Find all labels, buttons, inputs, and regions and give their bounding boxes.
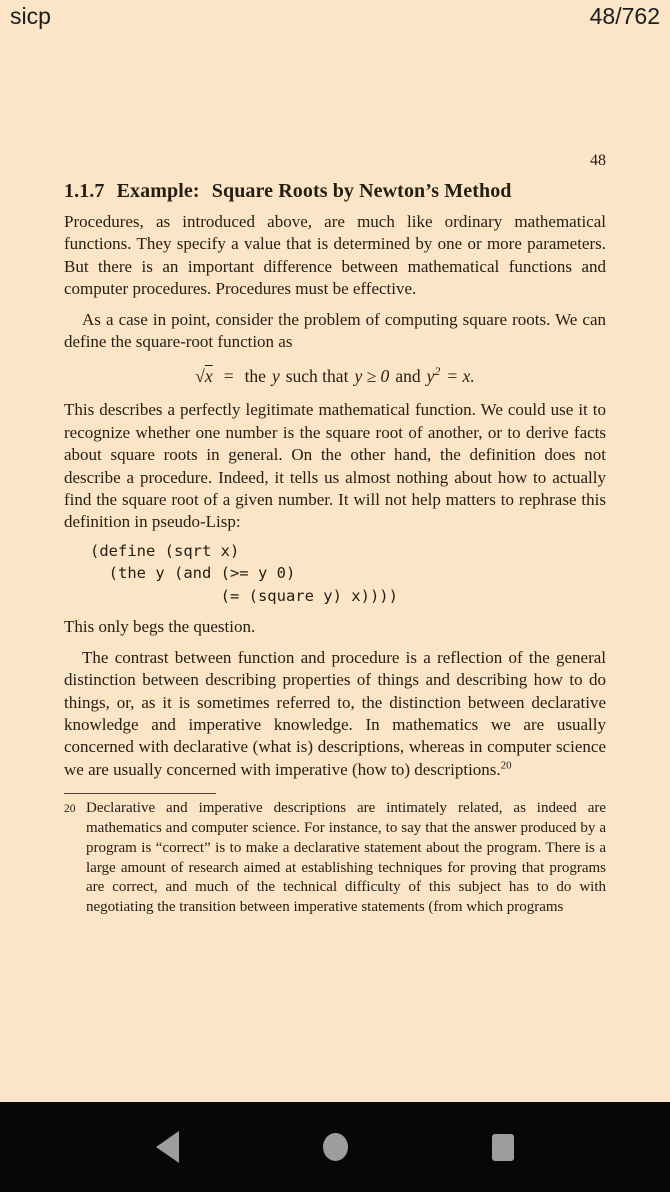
app-bar (0, 0, 670, 40)
recents-icon[interactable] (492, 1134, 514, 1161)
page-indicator[interactable]: 48/762 (589, 3, 660, 29)
footnote-divider (64, 793, 216, 794)
formula-var-y-squared: $y^2$ (426, 364, 441, 387)
formula-var-y: y (271, 366, 280, 387)
section-label: Example: (116, 180, 200, 202)
printed-page-number: 48 (590, 152, 606, 169)
android-navigation-bar (0, 1102, 670, 1192)
paragraph-contrast: The contrast between function and procedure is a reflection of the general distinction between describing properties of things and describing how to do things, or, as it is sometimes referred to, the distinction between declarative knowledge and imperative knowledge. In mathematics we are usually concerned with declarative (what is) descriptions, whereas in computer science we are usually concerned with imperative (how to) descriptions.$^{20}$ (64, 647, 606, 779)
footnote-text: Declarative and imperative descriptions are intimately related, as indeed are mathematics and computer science. For instance, to say that the answer produced by a program is “correct” is to make a declarative statement about the program. There is a large amount of research aimed at establishing techniques for proving that programs are correct, and much of the technical difficulty of this subject has to do with negotiating the transition between imperative statements (from which programs (86, 800, 606, 916)
footnote-reference: 20 (500, 759, 512, 772)
radicand: x (204, 366, 213, 387)
math-formula (64, 366, 606, 387)
sqrt-sign: √ (195, 366, 205, 387)
footnote-marker: 20 (64, 803, 76, 816)
equals-sign: = (223, 366, 234, 387)
book-page (0, 152, 670, 918)
section-title: Square Roots by Newton’s Method (211, 180, 512, 202)
formula-words-such-that: such that (285, 366, 349, 387)
formula-equals-x: = x. (446, 366, 475, 387)
home-icon[interactable] (323, 1133, 348, 1161)
formula-condition: y ≥ 0 (354, 366, 390, 387)
code-line: (= (square y) x)))) (90, 586, 398, 605)
formula-word-the: the (244, 366, 266, 387)
document-title: sicp (10, 3, 51, 29)
paragraph-begs-question: This only begs the question. (64, 617, 256, 637)
formula-word-and: and (395, 366, 421, 387)
section-number: 1.1.7 (64, 180, 105, 202)
footnote-20 (64, 799, 606, 918)
section-heading (64, 180, 606, 203)
paragraph-procedures: Procedures, as introduced above, are much like ordinary mathematical functions. They specify a value that is determined by one or more parameters. But there is an important difference between mathematical functions and computer procedures. Procedures must be effective. (64, 212, 606, 299)
lisp-code-block (90, 540, 606, 608)
paragraph-square-roots: As a case in point, consider the problem of computing square roots. We can define the square-root function as (64, 309, 606, 352)
code-line: (define (sqrt x) (90, 541, 240, 560)
code-line: (the y (and (>= y 0) (90, 564, 296, 583)
back-icon[interactable] (156, 1131, 179, 1163)
paragraph-legitimate-function: This describes a perfectly legitimate mathematical function. We could use it to recognize whether one number is the square root of another, or to derive facts about square roots in general. On the other hand, the definition does not describe a procedure. Indeed, it tells us almost nothing about how to actually find the square root of a given number. It will not help matters to rephrase this definition in pseudo-Lisp: (64, 400, 606, 532)
